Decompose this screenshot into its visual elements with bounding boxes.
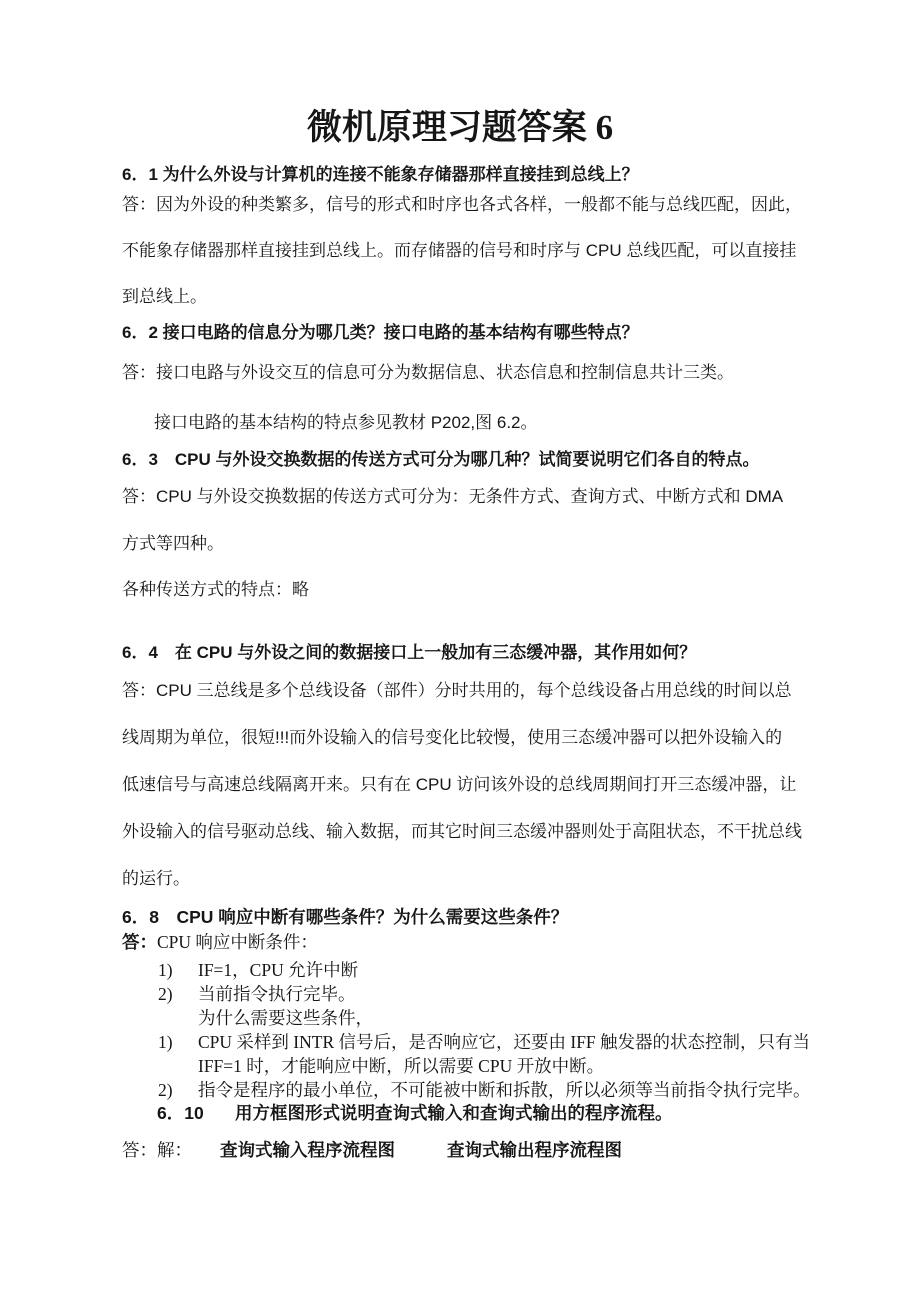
answer-6-3-line-1: 答：CPU 与外设交换数据的传送方式可分为：无条件方式、查询方式、中断方式和 DMA — [122, 487, 784, 506]
list-item-text: CPU 采样到 INTR 信号后，是否响应它，还要由 IFF 触发器的状态控制，只有当 — [198, 1032, 811, 1052]
question-6-4: 6．4 在 CPU 与外设之间的数据接口上一般加有三态缓冲器，其作用如何？ — [122, 643, 697, 662]
flowchart-caption-output: 查询式输出程序流程图 — [447, 1140, 622, 1160]
list-item-text: 指令是程序的最小单位，不可能被中断和拆散，所以必须等当前指令执行完毕。 — [198, 1080, 811, 1100]
list-item-reason-2 — [158, 1078, 811, 1102]
document-title: 微机原理习题答案 6 — [306, 108, 614, 147]
answer-6-1-line-3: 到总线上。 — [122, 287, 207, 306]
question-6-10 — [157, 1101, 673, 1125]
list-item-reason-1-line-1 — [158, 1030, 810, 1054]
question-text: 用方框图形式说明查询式输入和查询式输出的程序流程。 — [235, 1103, 673, 1123]
flowchart-caption-input: 查询式输入程序流程图 — [220, 1140, 395, 1160]
list-item-condition-2 — [158, 982, 356, 1006]
answer-6-4-line-4: 外设输入的信号驱动总线、输入数据，而其它时间三态缓冲器则处于高阻状态，不干扰总线 — [122, 822, 802, 841]
answer-6-4-line-2: 线周期为单位，很短!!!而外设输入的信号变化比较慢，使用三态缓冲器可以把外设输入的 — [122, 728, 783, 747]
answer-label: 答：解： — [122, 1140, 192, 1160]
list-marker: 1) — [158, 1032, 173, 1052]
answer-6-1-line-2: 不能象存储器那样直接挂到总线上。而存储器的信号和时序与 CPU 总线匹配，可以直接挂 — [122, 241, 797, 260]
question-6-2: 6．2 接口电路的信息分为哪几类？接口电路的基本结构有哪些特点？ — [122, 323, 639, 342]
answer-6-3-line-3: 各种传送方式的特点：略 — [122, 580, 309, 599]
question-6-8: 6．8 CPU 响应中断有哪些条件？为什么需要这些条件？ — [122, 907, 569, 927]
question-number: 6．10 — [157, 1103, 204, 1123]
list-item-condition-1 — [158, 958, 358, 982]
answer-6-1-line-1: 答：因为外设的种类繁多，信号的形式和时序也各式各样，一般都不能与总线匹配，因此， — [122, 195, 802, 214]
list-item-text: 当前指令执行完毕。 — [198, 984, 356, 1004]
answer-6-4-line-1: 答：CPU 三总线是多个总线设备（部件）分时共用的，每个总线设备占用总线的时间以总 — [122, 681, 792, 700]
list-marker: 1) — [158, 960, 173, 980]
list-marker: 2) — [158, 1080, 173, 1100]
list-item-reason-1-line-2: IFF=1 时，才能响应中断，所以需要 CPU 开放中断。 — [198, 1056, 605, 1076]
answer-6-8-intro-text: CPU 响应中断条件： — [157, 932, 318, 952]
answer-6-2-line-1: 答：接口电路与外设交互的信息可分为数据信息、状态信息和控制信息共计三类。 — [122, 363, 734, 382]
answer-6-2-note: 接口电路的基本结构的特点参见教材 P202,图 6.2。 — [154, 413, 538, 432]
answer-6-4-line-5: 的运行。 — [122, 869, 190, 888]
answer-6-10 — [122, 1138, 622, 1162]
answer-6-3-line-2: 方式等四种。 — [122, 534, 224, 553]
list-item-text: IF=1，CPU 允许中断 — [198, 960, 359, 980]
list-marker: 2) — [158, 984, 173, 1004]
bridge-line: 为什么需要这些条件， — [198, 1008, 373, 1028]
question-6-1: 6．1 为什么外设与计算机的连接不能象存储器那样直接挂到总线上？ — [122, 165, 639, 184]
answer-6-4-line-3: 低速信号与高速总线隔离开来。只有在 CPU 访问该外设的总线周期间打开三态缓冲器，让 — [122, 775, 797, 794]
answer-6-8-intro — [122, 930, 318, 954]
question-6-3: 6．3 CPU 与外设交换数据的传送方式可分为哪几种？试简要说明它们各自的特点。 — [122, 450, 760, 469]
answer-label: 答： — [122, 932, 157, 952]
